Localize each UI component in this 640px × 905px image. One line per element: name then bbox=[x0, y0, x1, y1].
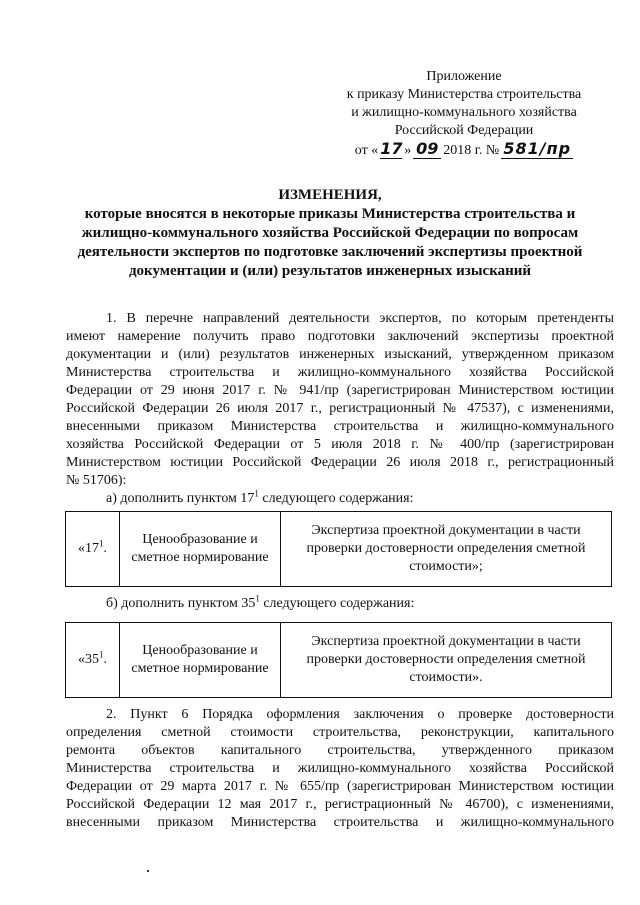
item-a bbox=[106, 490, 614, 508]
cell-number-sup: 1 bbox=[99, 538, 104, 549]
cell-desc-line: проверки достоверности определения сметной bbox=[306, 541, 586, 556]
text-line: Федерации от 29 июня 2017 г. № 941/пр (зарегистрирован Министерством юстиции bbox=[66, 383, 614, 398]
item-b-text: б) дополнить пунктом 35 bbox=[106, 596, 256, 611]
text-line: ремонта объектов капитального строительства, утвержденного приказом bbox=[66, 743, 614, 758]
text-line: Федерации от 29 марта 2017 г. № 655/пр (зарегистрирован Министерством юстиции bbox=[66, 779, 614, 794]
table-row bbox=[66, 512, 612, 587]
table-cell-number bbox=[66, 512, 120, 587]
table-cell-area bbox=[120, 623, 281, 698]
cell-number-tail: . bbox=[103, 541, 107, 556]
text-line: внесенными приказом Министерства строительства и жилищно-коммунального bbox=[66, 815, 614, 830]
cell-area-line: Ценообразование и bbox=[142, 532, 258, 547]
text-line: определения сметной стоимости строительства, реконструкции, капитального bbox=[66, 725, 614, 740]
title-line: которые вносятся в некоторые приказы Министерства строительства и bbox=[84, 206, 576, 222]
paragraph-1 bbox=[66, 310, 614, 508]
insert-table-a bbox=[65, 511, 612, 587]
item-b bbox=[106, 595, 614, 613]
cell-number-tail: . bbox=[103, 652, 107, 667]
text-line: Министерством юстиции Российской Федерации 26 июля 2018 г., регистрационный bbox=[66, 455, 614, 470]
insert-table-b bbox=[65, 622, 612, 698]
cell-number: «17 bbox=[78, 541, 99, 556]
date-separator: » bbox=[404, 143, 412, 158]
title-line: жилищно-коммунального хозяйства Российской Федерации по вопросам bbox=[81, 225, 579, 241]
title-head: ИЗМЕНЕНИЯ, bbox=[278, 187, 382, 203]
date-prefix: от « bbox=[354, 143, 379, 158]
text-line: Российской Федерации 12 мая 2017 г., регистрационный № 46700), с изменениями, bbox=[66, 797, 614, 812]
text-line: хозяйства Российской Федерации от 5 июля 2018 г. № 400/пр (зарегистрирован bbox=[66, 437, 614, 452]
handwritten-order-number: 581/пр bbox=[501, 140, 573, 159]
cell-area-line: Ценообразование и bbox=[142, 643, 258, 658]
appendix-line: Приложение bbox=[426, 69, 502, 84]
item-a-tail: следующего содержания: bbox=[258, 491, 414, 506]
cell-desc-line: проверки достоверности определения сметной bbox=[306, 652, 586, 667]
item-b-sup: 1 bbox=[255, 593, 260, 604]
item-b-tail: следующего содержания: bbox=[259, 596, 415, 611]
text-line: 1. В перечне направлений деятельности экспертов, по которым претенденты bbox=[106, 311, 614, 326]
text-line: № 51706): bbox=[66, 473, 127, 488]
cell-number-sup: 1 bbox=[99, 649, 104, 660]
table-cell-description bbox=[281, 512, 612, 587]
appendix-date-line bbox=[334, 140, 594, 160]
item-a-sup: 1 bbox=[254, 488, 259, 499]
cell-number: «35 bbox=[78, 652, 99, 667]
scan-speck bbox=[147, 870, 149, 872]
text-line: 2. Пункт 6 Порядка оформления заключения о проверке достоверности bbox=[106, 707, 614, 722]
cell-desc-line: Экспертиза проектной документации в части bbox=[311, 523, 581, 538]
appendix-line: Российской Федерации bbox=[394, 123, 534, 138]
date-year: 2018 г. № bbox=[443, 143, 500, 158]
text-line: Министерства строительства и жилищно-коммунального хозяйства Российской bbox=[66, 365, 614, 380]
appendix-line: и жилищно-коммунального хозяйства bbox=[351, 105, 577, 120]
cell-area-line: сметное нормирование bbox=[131, 550, 269, 565]
table-row bbox=[66, 623, 612, 698]
text-line: Российской Федерации 26 июля 2017 г., регистрационный № 47537), с изменениями, bbox=[66, 401, 614, 416]
appendix-line: к приказу Министерства строительства bbox=[346, 87, 582, 102]
text-line: имеют намерение получить право подготовки заключений экспертизы проектной bbox=[66, 329, 614, 344]
appendix-block bbox=[334, 68, 594, 160]
title-line: деятельности экспертов по подготовке заключений экспертизы проектной bbox=[77, 244, 583, 260]
text-line: Министерства строительства и жилищно-коммунального хозяйства Российской bbox=[66, 761, 614, 776]
item-b-block bbox=[66, 595, 614, 613]
text-line: документации и (или) результатов инженерных изысканий, утвержденном приказом bbox=[66, 347, 614, 362]
document-title bbox=[60, 186, 600, 281]
handwritten-month: 09 bbox=[413, 140, 441, 159]
text-line: внесенными приказом Министерства строительства и жилищно-коммунального bbox=[66, 419, 614, 434]
cell-desc-line: Экспертиза проектной документации в части bbox=[311, 634, 581, 649]
handwritten-day: 17 bbox=[380, 139, 403, 158]
item-a-text: а) дополнить пунктом 17 bbox=[106, 491, 255, 506]
cell-desc-line: стоимости»; bbox=[409, 559, 483, 574]
title-line: документации и (или) результатов инженерных изысканий bbox=[128, 263, 532, 279]
cell-desc-line: стоимости». bbox=[409, 670, 483, 685]
table-cell-area bbox=[120, 512, 281, 587]
cell-area-line: сметное нормирование bbox=[131, 661, 269, 676]
paragraph-2 bbox=[66, 706, 614, 832]
table-cell-description bbox=[281, 623, 612, 698]
table-cell-number bbox=[66, 623, 120, 698]
